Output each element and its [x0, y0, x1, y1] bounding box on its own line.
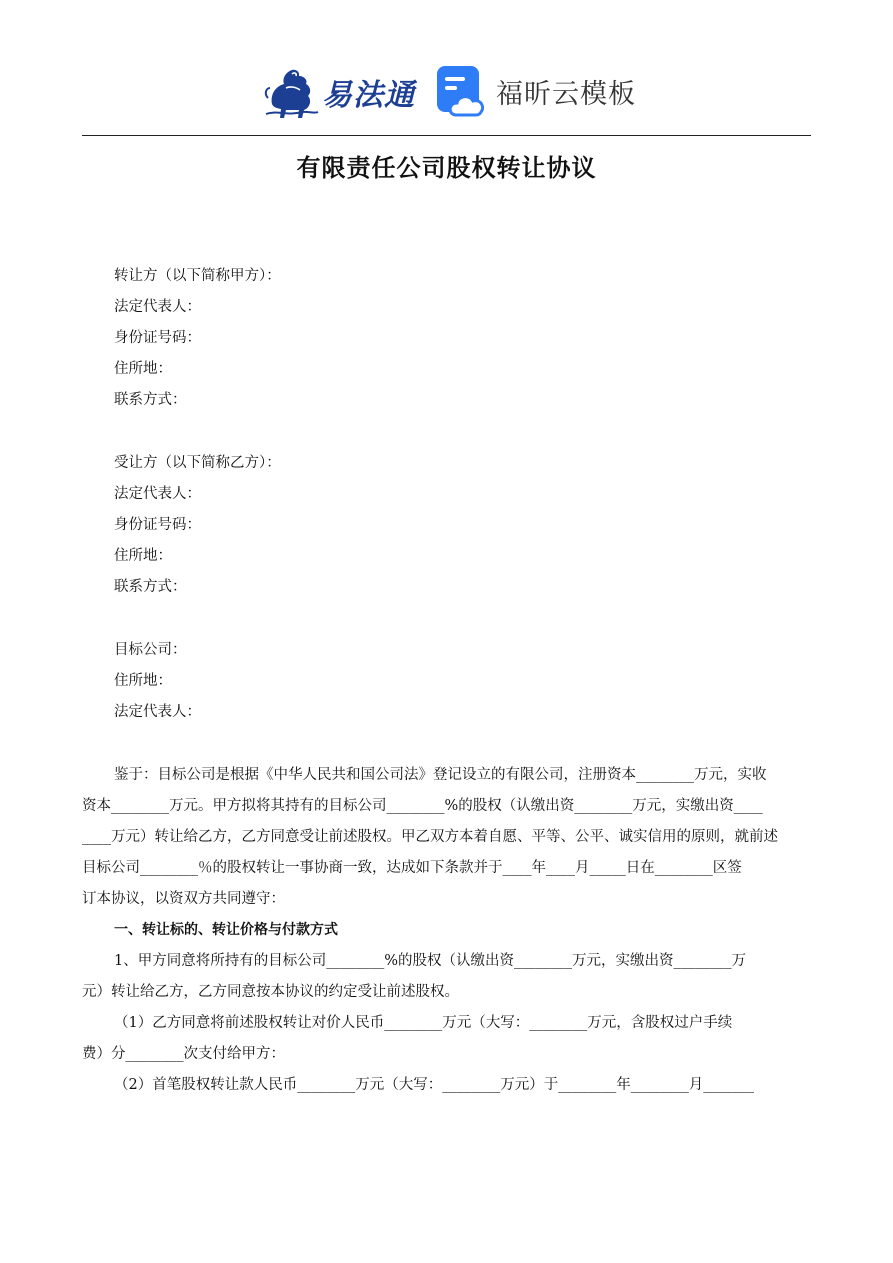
whereas-line: 目标公司________％的股权转让一事协商一致，达成如下条款并于____年____月_____日在________区签 — [82, 860, 742, 876]
transferor-id-number: 身份证号码： — [114, 330, 201, 346]
target-company-legal-rep: 法定代表人： — [114, 704, 201, 720]
target-company-address: 住所地： — [114, 673, 172, 689]
transferee-contact: 联系方式： — [114, 579, 187, 595]
whereas-line: 鉴于：目标公司是根据《中华人民共和国公司法》登记设立的有限公司，注册资本________万元，实收 — [114, 767, 767, 783]
clause-1-1-line: 费）分________次支付给甲方： — [82, 1046, 285, 1062]
transferor-section — [114, 261, 281, 416]
whereas-line: 订本协议，以资双方共同遵守： — [82, 891, 285, 907]
header-divider — [82, 135, 811, 136]
clause-1-line: 元）转让给乙方，乙方同意按本协议的约定受让前述股权。 — [82, 984, 459, 1000]
yifatong-logo — [262, 63, 417, 121]
foxit-cloud-template-logo — [436, 64, 636, 118]
whereas-line: ____万元）转让给乙方，乙方同意受让前述股权。甲乙双方本着自愿、平等、公平、诚实信用的原则，就前述 — [82, 829, 778, 845]
transferor-legal-rep: 法定代表人： — [114, 299, 201, 315]
transferee-id-number: 身份证号码： — [114, 517, 201, 533]
yifatong-logo-text: 易法通 — [322, 79, 415, 112]
whereas-paragraph — [82, 760, 812, 1101]
clause-1-line: 1、甲方同意将所持有的目标公司________%的股权（认缴出资________万元，实缴出资________万 — [114, 953, 747, 969]
transferee-heading: 受让方（以下简称乙方）： — [114, 455, 281, 471]
transferor-address: 住所地： — [114, 361, 172, 377]
section-1-heading: 一、转让标的、转让价格与付款方式 — [114, 922, 338, 938]
clause-1-2-line: （2）首笔股权转让款人民币________万元（大写：________万元）于________年________月_______ — [114, 1077, 754, 1093]
clause-1-1-line: （1）乙方同意将前述股权转让对价人民币________万元（大写：________万元，含股权过户手续 — [114, 1015, 733, 1031]
cloud-document-icon — [436, 65, 486, 117]
document-header — [0, 58, 893, 124]
transferee-legal-rep: 法定代表人： — [114, 486, 201, 502]
foxit-cloud-template-text: 福昕云模板 — [496, 78, 636, 110]
target-company-name: 目标公司： — [114, 642, 187, 658]
document-title: 有限责任公司股权转让协议 — [296, 154, 597, 182]
horse-emblem-icon — [262, 64, 320, 120]
transferee-section — [114, 448, 281, 603]
target-company-section — [114, 635, 201, 728]
whereas-line: 资本________万元。甲方拟将其持有的目标公司________%的股权（认缴出资________万元，实缴出资____ — [82, 798, 763, 814]
transferor-heading: 转让方（以下简称甲方）： — [114, 268, 281, 284]
transferee-address: 住所地： — [114, 548, 172, 564]
transferor-contact: 联系方式： — [114, 392, 187, 408]
